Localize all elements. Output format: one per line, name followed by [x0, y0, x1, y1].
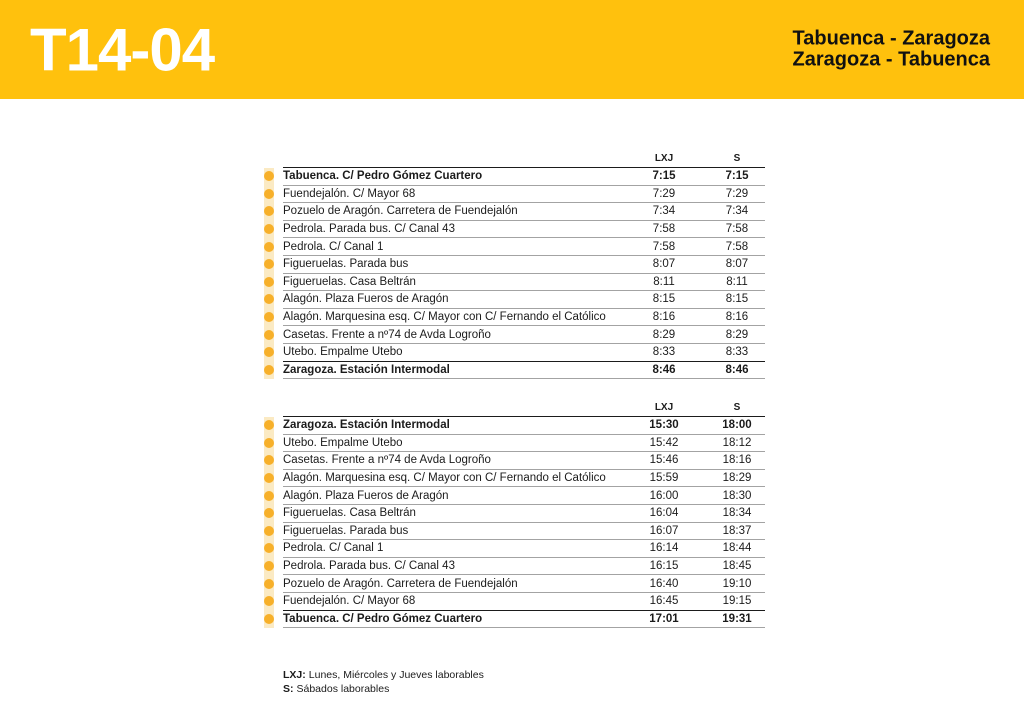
- stop-name: Figueruelas. Parada bus: [283, 258, 409, 271]
- table-row: [283, 274, 765, 292]
- time-s: 8:07: [725, 258, 749, 271]
- stop-name: Pozuelo de Aragón. Carretera de Fuendejalón: [283, 205, 518, 218]
- time-s: 7:58: [725, 240, 749, 253]
- stop-name: Pedrola. C/ Canal 1: [283, 542, 384, 555]
- table-row: [283, 291, 765, 309]
- timetable-header-row: [283, 399, 765, 417]
- legend-s: [283, 682, 484, 696]
- table-row: [283, 203, 765, 221]
- table-row: [283, 558, 765, 576]
- stop-bullet-icon: [264, 347, 274, 357]
- table-row: [283, 593, 765, 611]
- table-row: [283, 487, 765, 505]
- time-lxj: 16:04: [649, 507, 679, 520]
- timetable-return: [264, 399, 765, 628]
- time-s: 18:29: [722, 472, 752, 485]
- table-row: [283, 417, 765, 435]
- stop-name: Tabuenca. C/ Pedro Gómez Cuartero: [283, 612, 483, 625]
- table-row: [283, 540, 765, 558]
- stop-bullet-icon: [264, 224, 274, 234]
- stop-bullet-icon: [264, 330, 274, 340]
- legend-abbr: LXJ:: [283, 669, 306, 681]
- time-lxj: 7:15: [652, 170, 676, 183]
- route-direction-2: Zaragoza - Tabuenca: [792, 48, 990, 71]
- stop-name: Figueruelas. Casa Beltrán: [283, 275, 416, 288]
- stop-bullet-icon: [264, 438, 274, 448]
- time-lxj: 8:33: [652, 346, 676, 359]
- legend: [283, 668, 484, 696]
- table-row: [283, 435, 765, 453]
- timetable-header-row: [283, 150, 765, 168]
- table-row: [283, 186, 765, 204]
- time-s: 18:44: [722, 542, 752, 555]
- time-s: 19:15: [722, 595, 752, 608]
- time-s: 8:11: [726, 275, 748, 288]
- stop-bullet-icon: [264, 189, 274, 199]
- stop-bullet-icon: [264, 543, 274, 553]
- route-direction-1: Tabuenca - Zaragoza: [792, 27, 990, 49]
- header-banner: [0, 0, 1024, 99]
- time-s: 7:58: [725, 223, 749, 236]
- stop-name: Utebo. Empalme Utebo: [283, 346, 403, 359]
- time-s: 18:34: [722, 507, 752, 520]
- time-lxj: 16:07: [649, 524, 679, 537]
- column-header-s: S: [733, 402, 741, 413]
- legend-text: Sábados laborables: [296, 683, 390, 695]
- table-row: [283, 362, 765, 380]
- legend-lxj: [283, 668, 484, 682]
- table-row: [283, 575, 765, 593]
- time-lxj: 15:30: [649, 419, 679, 432]
- time-lxj: 7:29: [652, 187, 676, 200]
- time-lxj: 15:42: [649, 436, 679, 449]
- column-header-s: S: [733, 153, 741, 164]
- time-lxj: 8:16: [652, 311, 676, 324]
- table-row: [283, 344, 765, 362]
- stop-name: Fuendejalón. C/ Mayor 68: [283, 187, 416, 200]
- stop-bullet-icon: [264, 312, 274, 322]
- stop-bullet-icon: [264, 491, 274, 501]
- time-s: 18:16: [722, 454, 752, 467]
- timetable-body: [264, 417, 765, 628]
- time-lxj: 16:40: [649, 577, 679, 590]
- stop-name: Fuendejalón. C/ Mayor 68: [283, 595, 416, 608]
- stop-name: Figueruelas. Casa Beltrán: [283, 507, 416, 520]
- stop-bullet-icon: [264, 614, 274, 624]
- time-lxj: 7:58: [652, 223, 676, 236]
- stop-bullet-icon: [264, 365, 274, 375]
- time-lxj: 16:14: [649, 542, 679, 555]
- time-lxj: 8:15: [652, 293, 676, 306]
- stop-name: Pedrola. Parada bus. C/ Canal 43: [283, 223, 455, 236]
- time-lxj: 7:34: [652, 205, 676, 218]
- stop-bullet-icon: [264, 259, 274, 269]
- time-s: 8:46: [725, 363, 749, 376]
- stop-name: Tabuenca. C/ Pedro Gómez Cuartero: [283, 170, 483, 183]
- time-lxj: 8:07: [652, 258, 676, 271]
- time-lxj: 16:00: [649, 489, 679, 502]
- time-s: 8:16: [725, 311, 749, 324]
- stop-name: Casetas. Frente a nº74 de Avda Logroño: [283, 328, 491, 341]
- timetable-outbound: [264, 150, 765, 379]
- legend-abbr: S:: [283, 683, 294, 695]
- stop-bullet-icon: [264, 420, 274, 430]
- time-lxj: 17:01: [649, 612, 679, 625]
- stop-name: Alagón. Marquesina esq. C/ Mayor con C/ Fernando el Católico: [283, 472, 606, 485]
- stop-bullet-icon: [264, 579, 274, 589]
- time-s: 18:45: [722, 560, 752, 573]
- table-row: [283, 452, 765, 470]
- table-row: [283, 309, 765, 327]
- timetable-body: [264, 168, 765, 379]
- time-lxj: 7:58: [652, 240, 676, 253]
- time-s: 18:12: [722, 436, 752, 449]
- stop-name: Alagón. Marquesina esq. C/ Mayor con C/ Fernando el Católico: [283, 311, 606, 324]
- route-names: [793, 28, 990, 71]
- stop-bullet-icon: [264, 242, 274, 252]
- time-s: 8:15: [725, 293, 749, 306]
- stop-bullet-icon: [264, 508, 274, 518]
- time-lxj: 15:46: [649, 454, 679, 467]
- time-lxj: 8:46: [652, 363, 676, 376]
- time-lxj: 15:59: [649, 472, 679, 485]
- time-s: 8:33: [725, 346, 749, 359]
- time-lxj: 16:45: [649, 595, 679, 608]
- table-row: [283, 470, 765, 488]
- legend-text: Lunes, Miércoles y Jueves laborables: [308, 669, 484, 681]
- column-header-lxj: LXJ: [654, 153, 674, 164]
- stop-bullet-icon: [264, 171, 274, 181]
- stop-name: Pedrola. Parada bus. C/ Canal 43: [283, 560, 455, 573]
- stop-name: Zaragoza. Estación Intermodal: [283, 363, 450, 376]
- stop-name: Figueruelas. Parada bus: [283, 524, 409, 537]
- time-lxj: 8:29: [652, 328, 676, 341]
- stop-bullet-icon: [264, 455, 274, 465]
- table-row: [283, 221, 765, 239]
- time-s: 7:34: [725, 205, 749, 218]
- table-row: [283, 256, 765, 274]
- time-s: 8:29: [725, 328, 749, 341]
- line-code: T14-04: [30, 16, 215, 83]
- table-row: [283, 611, 765, 629]
- stop-name: Zaragoza. Estación Intermodal: [283, 419, 450, 432]
- time-s: 7:29: [725, 187, 749, 200]
- stop-name: Casetas. Frente a nº74 de Avda Logroño: [283, 454, 491, 467]
- table-row: [283, 238, 765, 256]
- time-s: 18:37: [722, 524, 752, 537]
- column-header-lxj: LXJ: [654, 402, 674, 413]
- time-lxj: 8:11: [653, 275, 675, 288]
- stop-bullet-icon: [264, 561, 274, 571]
- table-row: [283, 505, 765, 523]
- time-s: 19:31: [722, 612, 752, 625]
- stop-name: Utebo. Empalme Utebo: [283, 436, 403, 449]
- time-s: 19:10: [722, 577, 752, 590]
- stop-name: Pedrola. C/ Canal 1: [283, 240, 384, 253]
- table-row: [283, 523, 765, 541]
- stop-bullet-icon: [264, 206, 274, 216]
- table-row: [283, 326, 765, 344]
- time-s: 18:30: [722, 489, 752, 502]
- stop-bullet-icon: [264, 473, 274, 483]
- stop-name: Alagón. Plaza Fueros de Aragón: [283, 293, 449, 306]
- stop-bullet-icon: [264, 294, 274, 304]
- time-s: 7:15: [725, 170, 749, 183]
- stop-bullet-icon: [264, 596, 274, 606]
- stop-bullet-icon: [264, 526, 274, 536]
- time-lxj: 16:15: [649, 560, 679, 573]
- stop-name: Alagón. Plaza Fueros de Aragón: [283, 489, 449, 502]
- stop-name: Pozuelo de Aragón. Carretera de Fuendejalón: [283, 577, 518, 590]
- stop-bullet-icon: [264, 277, 274, 287]
- time-s: 18:00: [722, 419, 752, 432]
- table-row: [283, 168, 765, 186]
